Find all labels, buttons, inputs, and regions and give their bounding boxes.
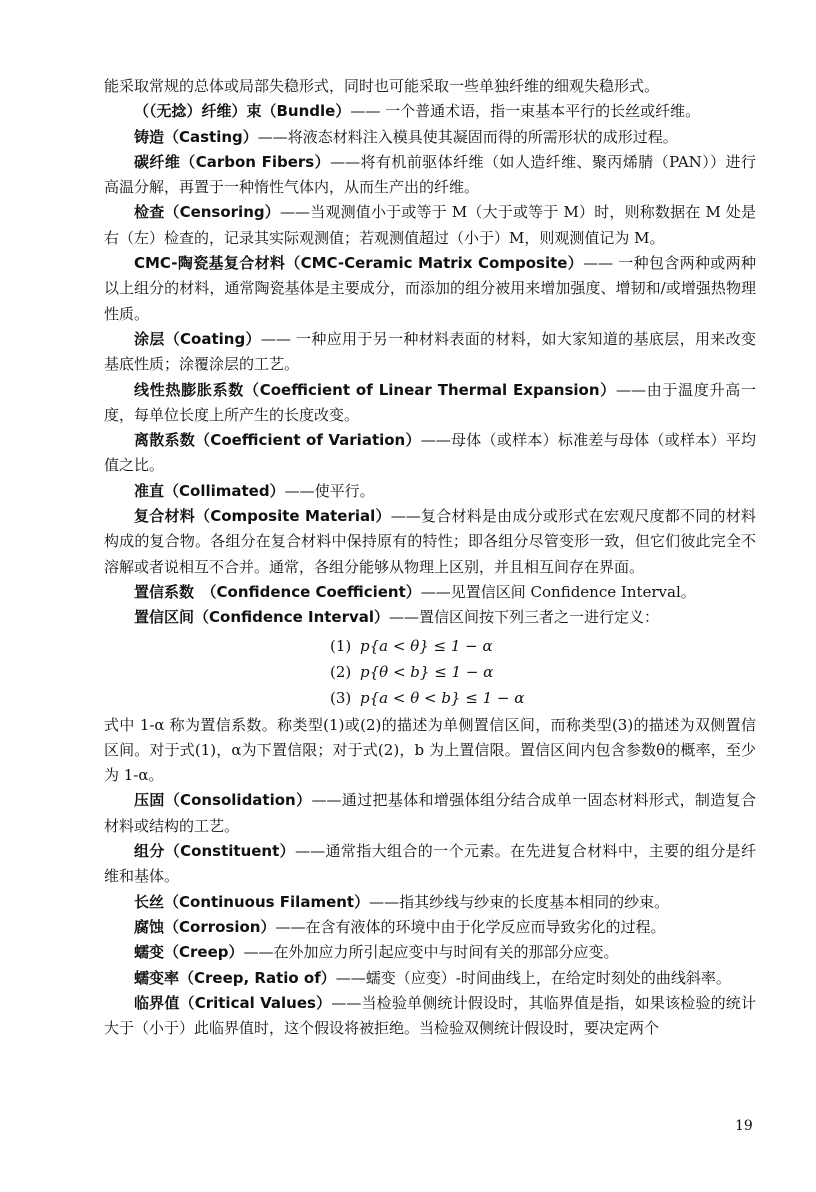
equation-expression: p{θ < b} ≤ 1 − α — [360, 662, 494, 681]
glossary-entry-continuous-filament — [104, 890, 756, 915]
glossary-entry-creep-ratio — [104, 966, 756, 991]
equation-1 — [330, 633, 756, 659]
entry-term: 置信系数 （Confidence Coefficient） — [134, 582, 421, 601]
entry-definition: ——由于温度升高一度，每单位长度上所产生的长度改变。 — [104, 380, 756, 424]
equation-number: (3) — [330, 688, 352, 707]
equation-expression: p{a < θ} ≤ 1 − α — [360, 636, 493, 655]
entry-definition: ——指其纱线与纱束的长度基本相同的纱束。 — [369, 892, 670, 911]
glossary-entry-coefficient-of-variation — [104, 428, 756, 479]
entry-term: 长丝（Continuous Filament） — [134, 892, 370, 911]
entry-term: 复合材料（Composite Material） — [134, 507, 391, 526]
glossary-entry-carbon-fibers — [104, 150, 756, 201]
entry-definition: —— 一个普通术语，指一束基本平行的长丝或纤维。 — [350, 102, 701, 121]
equation-number: (1) — [330, 636, 352, 655]
entry-definition: —— 一种应用于另一种材料表面的材料，如大家知道的基底层，用来改变基底性质；涂覆涂层的工艺。 — [104, 329, 756, 374]
entry-definition: ——在含有液体的环境中由于化学反应而导致劣化的过程。 — [275, 917, 666, 936]
entry-term: 线性热膨胀系数（Coefficient of Linear Thermal Expansion） — [134, 380, 616, 399]
glossary-entry-coating — [104, 327, 756, 378]
glossary-entry-consolidation — [104, 788, 756, 839]
entry-definition: ——将液态材料注入模具使其凝固而得的所需形状的成形过程。 — [257, 127, 678, 146]
entry-definition: ——复合材料是由成分或形式在宏观尺度都不同的材料构成的复合物。各组分在复合材料中保持原有的特性；即各组分尽管变形一致，但它们彼此完全不溶解或者说相互不合并。通常，各组分能够从物理上区别，并且相互间存在界面。 — [104, 507, 756, 576]
equation-2 — [330, 659, 756, 685]
page-number: 19 — [735, 1118, 753, 1134]
entry-term: 涂层（Coating） — [134, 329, 261, 348]
entry-term: 组分（Constituent） — [134, 842, 296, 861]
entry-term: 临界值（Critical Values） — [134, 993, 332, 1012]
glossary-entry-corrosion — [104, 915, 756, 940]
glossary-entry-confidence-coefficient — [104, 580, 756, 605]
glossary-entry-critical-values — [104, 991, 756, 1042]
paragraph-continuation — [104, 74, 756, 99]
glossary-entry-confidence-interval — [104, 605, 756, 630]
page-body — [104, 74, 756, 1041]
glossary-entry-composite-material — [104, 504, 756, 580]
entry-term: 准直（Collimated） — [134, 481, 285, 500]
entry-term: 蠕变率（Creep, Ratio of） — [134, 968, 336, 987]
entry-term: 碳纤维（Carbon Fibers） — [134, 152, 331, 171]
entry-definition: ——使平行。 — [284, 481, 375, 500]
entry-definition: ——见置信区间 Confidence Interval。 — [420, 582, 696, 601]
entry-definition: ——在外加应力所引起应变中与时间有关的那部分应变。 — [243, 943, 619, 962]
equation-list — [104, 633, 756, 711]
entry-term: 压固（Consolidation） — [134, 791, 312, 810]
entry-term: CMC-陶瓷基复合材料（CMC-Ceramic Matrix Composite） — [134, 254, 584, 273]
glossary-entry-constituent — [104, 839, 756, 890]
entry-definition: ——当观测值小于或等于 M（大于或等于 M）时，则称数据在 M 处是右（左）检查的，记录其实际观测值；若观测值超过（小于）M，则观测值记为 M。 — [104, 203, 756, 247]
equation-3 — [330, 685, 756, 711]
equation-expression: p{a < θ < b} ≤ 1 − α — [360, 688, 525, 707]
paragraph-text: 能采取常规的总体或局部失稳形式，同时也可能采取一些单独纤维的细观失稳形式。 — [104, 77, 660, 95]
glossary-entry-censoring — [104, 200, 756, 251]
entry-definition: —— 一种包含两种或两种以上组分的材料，通常陶瓷基体是主要成分，而添加的组分被用来增加强度、增韧和/或增强热物理性质。 — [104, 254, 756, 323]
entry-definition: ——母体（或样本）标准差与母体（或样本）平均值之比。 — [104, 431, 756, 475]
entry-term: （（无捻）纤维）束（Bundle） — [134, 102, 351, 121]
entry-term: 铸造（Casting） — [134, 127, 258, 146]
entry-term: 离散系数（Coefficient of Variation） — [134, 431, 421, 450]
entry-term: 腐蚀（Corrosion） — [134, 917, 276, 936]
entry-term: 检查（Censoring） — [134, 203, 280, 222]
glossary-entry-casting — [104, 125, 756, 150]
glossary-entry-creep — [104, 940, 756, 965]
entry-definition: ——通过把基体和增强体组分结合成单一固态材料形式，制造复合材料或结构的工艺。 — [104, 791, 756, 835]
entry-definition: ——通常指大组合的一个元素。在先进复合材料中，主要的组分是纤维和基体。 — [104, 842, 756, 886]
glossary-entry-bundle — [104, 99, 756, 124]
entry-definition: ——置信区间按下列三者之一进行定义： — [389, 608, 660, 627]
entry-definition: ——当检验单侧统计假设时，其临界值是指，如果该检验的统计大于（小于）此临界值时，这个假设将被拒绝。当检验双侧统计假设时，要决定两个 — [104, 993, 756, 1038]
entry-term: 置信区间（Confidence Interval） — [134, 608, 390, 627]
equation-number: (2) — [330, 662, 352, 681]
entry-definition: ——将有机前驱体纤维（如人造纤维、聚丙烯腈（PAN））进行高温分解，再置于一种惰性气体内，从而生产出的纤维。 — [104, 152, 756, 197]
paragraph-equation-explanation — [104, 713, 756, 789]
glossary-entry-thermal-expansion — [104, 378, 756, 429]
glossary-entry-cmc — [104, 251, 756, 327]
glossary-entry-collimated — [104, 479, 756, 504]
paragraph-text: 式中 1-α 称为置信系数。称类型(1)或(2)的描述为单侧置信区间，而称类型(3)的描述为双侧置信区间。对于式(1)，α为下置信限；对于式(2)，b 为上置信限。置信区间内包含参数θ的概率，至少为 1-α。 — [104, 715, 756, 785]
entry-term: 蠕变（Creep） — [134, 943, 244, 962]
entry-definition: ——蠕变（应变）-时间曲线上，在给定时刻处的曲线斜率。 — [335, 968, 731, 987]
